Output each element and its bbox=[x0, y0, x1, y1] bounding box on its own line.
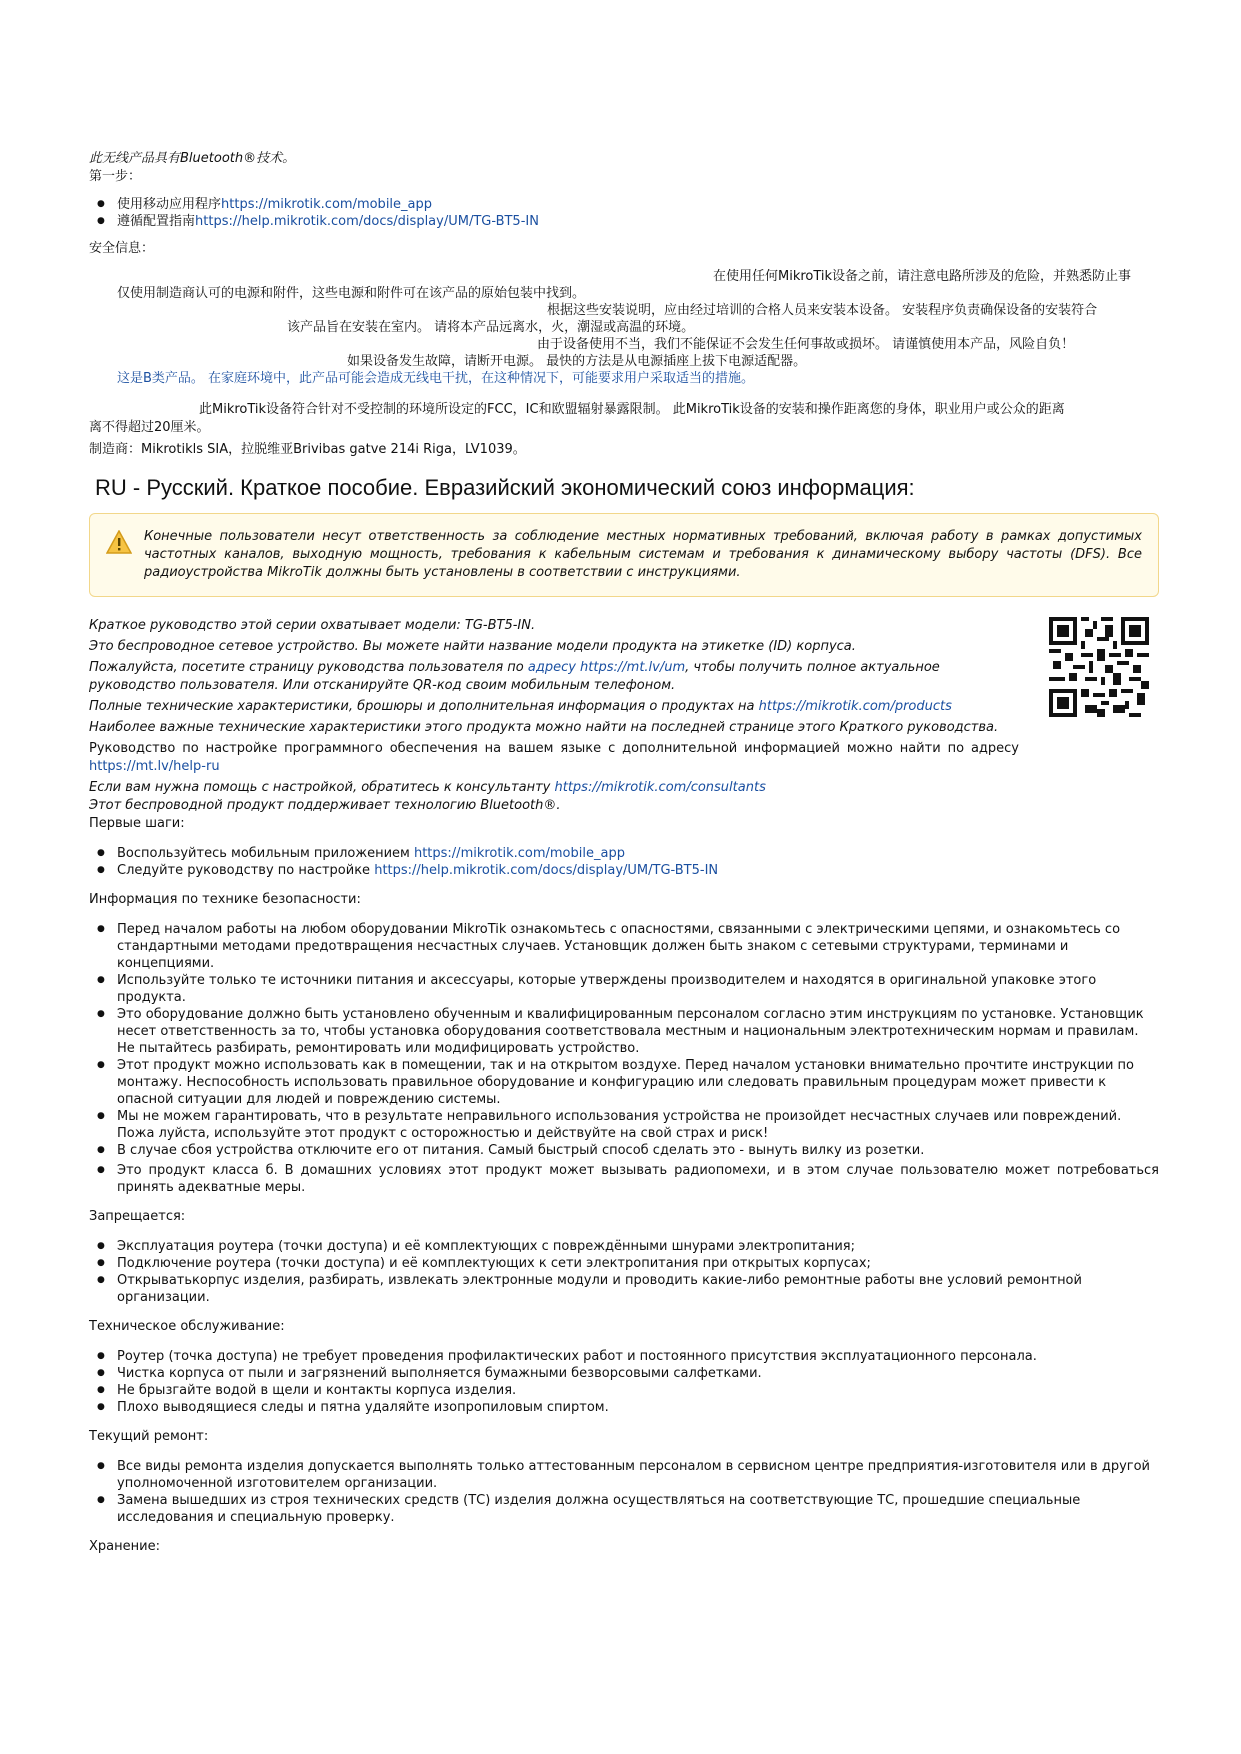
list-item: ● Используйте только те источники питания и аксессуары, которые утверждены производителем и находятся в оригинальной упаковке этого продукта. bbox=[117, 972, 1159, 1006]
ru-mobile-app-link[interactable]: https://mikrotik.com/mobile_app bbox=[413, 846, 625, 861]
ru-repair-title: Текущий ремонт: bbox=[89, 1429, 209, 1444]
ru-config-guide-link[interactable]: https://help.mikrotik.com/docs/display/UM/TG-BT5-IN bbox=[374, 863, 719, 878]
list-item: ● 遵循配置指南https://help.mikrotik.com/docs/display/UM/TG-BT5-IN bbox=[117, 213, 1159, 230]
ru-models: Краткое руководство этой серии охватывает модели: TG-BT5-IN. bbox=[89, 618, 536, 633]
cn-mobile-app-link[interactable]: https://mikrotik.com/mobile_app bbox=[221, 197, 433, 212]
list-item: ● В случае сбоя устройства отключите его от питания. Самый быстрый способ сделать это - вынуть вилку из розетки. bbox=[117, 1142, 1159, 1159]
ru-important: Наиболее важные технические характеристики этого продукта можно найти на последней странице этого Краткого руководства. bbox=[89, 720, 999, 735]
warning-icon bbox=[106, 530, 132, 554]
cn-safety-list bbox=[89, 268, 1159, 387]
list-item: ● Все виды ремонта изделия допускается выполнять только аттестованным персоналом в сервисном центре предприятия-изготовителя или в другой уполномоченной изготовителем организации. bbox=[117, 1458, 1159, 1492]
list-item: ● 仅使用制造商认可的电源和附件，这些电源和附件可在该产品的原始包装中找到。 bbox=[117, 285, 1159, 302]
list-item: ● Открыватькорпус изделия, разбирать, извлекать электронные модули и проводить какие-либо ремонтные работы вне условий ремонтной организации. bbox=[117, 1272, 1159, 1306]
ru-language: Руководство по настройке программного обеспечения на вашем языке с дополнительной информацией можно найти по адресу https://mt.lv/help-ru bbox=[89, 741, 1019, 774]
warning-box bbox=[89, 513, 1159, 597]
list-item: ● Чистка корпуса от пыли и загрязнений выполняется бумажными безворсовыми салфетками. bbox=[117, 1365, 1159, 1382]
list-item: ● Не брызгайте водой в щели и контакты корпуса изделия. bbox=[117, 1382, 1159, 1399]
ru-device: Это беспроводное сетевое устройство. Вы можете найти название модели продукта на этикетке (ID) корпуса. bbox=[89, 639, 856, 654]
ru-bluetooth: Этот беспроводной продукт поддерживает технологию Bluetooth®. bbox=[89, 798, 561, 813]
list-item: ● Замена вышедших из строя технических средств (ТС) изделия должна осуществляться на соответствующие ТС, прошедшие специальные исследования и специальную проверку. bbox=[117, 1492, 1159, 1526]
list-item: ● Этот продукт можно использовать как в помещении, так и на открытом воздухе. Перед началом установки внимательно прочтите инструкции по монтажу. Неспособность использовать правильное оборудование и конфигурацию или следовать правильным процедурам может привести к опасной ситуации для людей и повреждению системы. bbox=[117, 1057, 1159, 1108]
list-item: ● Мы не можем гарантировать, что в результате неправильного использования устройства не произойдет несчастных случаев или повреждений. Пожа луйста, используйте этот продукт с осторожностью и действуйте на свой страх и риск! bbox=[117, 1108, 1159, 1142]
cn-rf-exposure-cont: 离不得超过20厘米。 bbox=[89, 420, 210, 435]
ru-forbidden-title: Запрещается: bbox=[89, 1209, 186, 1224]
cn-steps-list bbox=[89, 196, 1159, 230]
ru-heading: RU - Русский. Краткое пособие. Евразийский экономический союз информация: bbox=[95, 475, 915, 500]
cn-first-step: 第一步： bbox=[89, 169, 142, 184]
list-item: ● Плохо выводящиеся следы и пятна удаляйте изопропиловым спиртом. bbox=[117, 1399, 1159, 1416]
list-item: ● Подключение роутера (точки доступа) и её комплектующих к сети электропитания при открытых корпусах; bbox=[117, 1255, 1159, 1272]
list-item: ● 根据这些安装说明，应由经过培训的合格人员来安装本设备。 安装程序负责确保设备的安装符合 bbox=[117, 302, 1159, 319]
document-page bbox=[89, 150, 1159, 1556]
warning-text: Конечные пользователи несут ответственность за соблюдение местных нормативных требований, включая работу в рамках допустимых частотных каналов, выходную мощность, требования к кабельным системам и требования к динамическому выбору частоты (DFS). Все радиоустройства MikroTik должны быть установлены в соответствии с инструкциями. bbox=[144, 529, 1142, 580]
list-item: ● Роутер (точка доступа) не требует проведения профилактических работ и постоянного присутствия эксплуатационного персонала. bbox=[117, 1348, 1159, 1365]
list-item: ● Это оборудование должно быть установлено обученным и квалифицированным персоналом согласно этим инструкциям по установке. Установщик несет ответственность за то, чтобы установка оборудования соответствовала местным и национальным электротехническим нормам и правилам. Не пытайтесь разбирать, ремонтировать или модифицировать устройство. bbox=[117, 1006, 1159, 1057]
cn-rf-exposure: 此MikroTik设备符合针对不受控制的环境所设定的FCC，IC和欧盟辐射暴露限制。 此MikroTik设备的安装和操作距离您的身体，职业用户或公众的距离 bbox=[199, 402, 1065, 417]
list-item: ● Воспользуйтесь мобильным приложением https://mikrotik.com/mobile_app bbox=[117, 845, 1159, 862]
list-item: ● 这是B类产品。 在家庭环境中，此产品可能会造成无线电干扰，在这种情况下，可能要求用户采取适当的措施。 bbox=[117, 370, 1159, 387]
cn-intro: 此无线产品具有Bluetooth®技术。 bbox=[89, 151, 296, 166]
ru-products-link[interactable]: https://mikrotik.com/products bbox=[758, 699, 952, 714]
list-item: ● Следуйте руководству по настройке https://help.mikrotik.com/docs/display/UM/TG-BT5-IN bbox=[117, 862, 1159, 879]
cn-safety-title: 安全信息： bbox=[89, 241, 155, 256]
list-item: ● 在使用任何MikroTik设备之前，请注意电路所涉及的危险，并熟悉防止事 bbox=[117, 268, 1159, 285]
list-item: ● 如果设备发生故障，请断开电源。 最快的方法是从电源插座上拔下电源适配器。 bbox=[117, 353, 1159, 370]
ru-forbidden-list bbox=[89, 1238, 1159, 1306]
ru-consult: Если вам нужна помощь с настройкой, обратитесь к консультанту https://mikrotik.com/consultants bbox=[89, 780, 766, 795]
qr-code-icon[interactable] bbox=[1049, 617, 1149, 717]
cn-manufacturer: 制造商：Mikrotikls SIA，拉脱维亚Brivibas gatve 214i Riga，LV1039。 bbox=[89, 442, 526, 457]
cn-config-guide-link[interactable]: https://help.mikrotik.com/docs/display/UM/TG-BT5-IN bbox=[195, 214, 539, 229]
ru-first-steps-list bbox=[89, 845, 1159, 879]
ru-safety-title: Информация по технике безопасности: bbox=[89, 892, 361, 907]
list-item: ● 由于设备使用不当，我们不能保证不会发生任何事故或损坏。 请谨慎使用本产品，风险自负！ bbox=[117, 336, 1159, 353]
ru-maintenance-title: Техническое обслуживание: bbox=[89, 1319, 285, 1334]
ru-storage-title: Хранение: bbox=[89, 1539, 160, 1554]
ru-manual-link[interactable]: адресу https://mt.lv/um bbox=[527, 660, 686, 675]
list-item: ● Это продукт класса б. В домашних условиях этот продукт может вызывать радиопомехи, и в этом случае пользователю может потребоваться принять адекватные меры. bbox=[117, 1162, 1159, 1196]
ru-help-link[interactable]: https://mt.lv/help-ru bbox=[89, 759, 220, 774]
ru-maintenance-list bbox=[89, 1348, 1159, 1416]
list-item: ● Перед началом работы на любом оборудовании MikroTik ознакомьтесь с опасностями, связанными с электрическими цепями, и ознакомьтесь со стандартными методами предотвращения несчастных случаев. Установщик должен быть знаком с сетевыми структурами, терминами и концепциями. bbox=[117, 921, 1159, 972]
list-item: ● Эксплуатация роутера (точки доступа) и её комплектующих с повреждёнными шнурами электропитания; bbox=[117, 1238, 1159, 1255]
ru-safety-list bbox=[89, 921, 1159, 1196]
ru-specs: Полные технические характеристики, брошюры и дополнительная информация о продуктах на https://mikrotik.com/products bbox=[89, 699, 952, 714]
ru-consultants-link[interactable]: https://mikrotik.com/consultants bbox=[554, 780, 766, 795]
list-item: ● 使用移动应用程序https://mikrotik.com/mobile_app bbox=[117, 196, 1159, 213]
ru-first-steps-title: Первые шаги: bbox=[89, 816, 185, 831]
ru-repair-list bbox=[89, 1458, 1159, 1526]
list-item: ● 该产品旨在安装在室内。 请将本产品远离水，火，潮湿或高温的环境。 bbox=[117, 319, 1159, 336]
ru-intro-block bbox=[89, 617, 1159, 833]
ru-visit: Пожалуйста, посетите страницу руководства пользователя по адресу https://mt.lv/um, чтобы получить полное актуальное руководство пользователя. Или отсканируйте QR-код своим мобильным телефоном. bbox=[89, 660, 940, 693]
